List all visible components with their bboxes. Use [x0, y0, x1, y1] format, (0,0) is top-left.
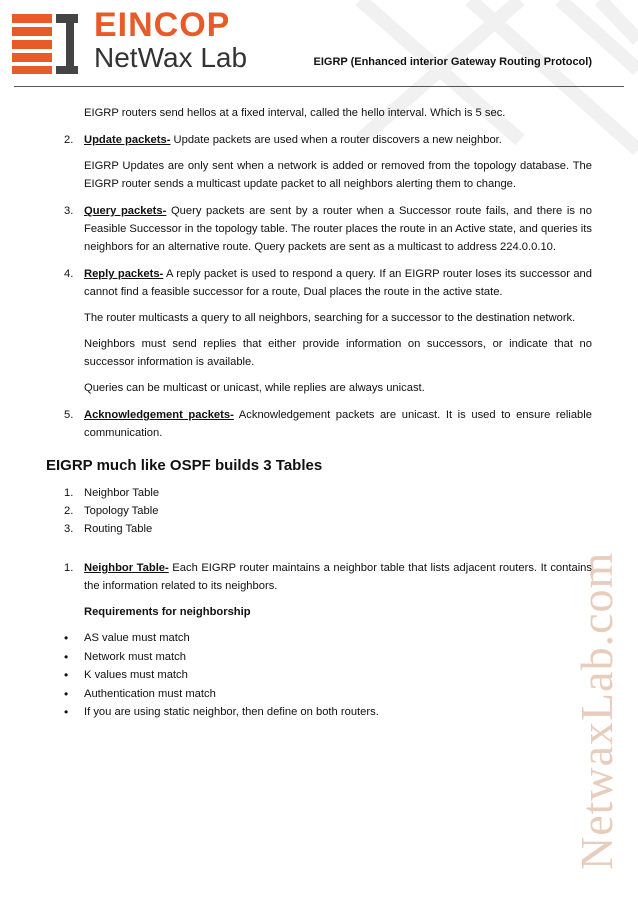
- packet-item: [48, 265, 592, 301]
- brand-name: EINCOP: [94, 6, 231, 44]
- bullet-icon: •: [64, 649, 69, 664]
- item-label: Routing Table: [84, 523, 153, 535]
- bullet-icon: •: [64, 705, 69, 719]
- item-label: Neighbor Table: [84, 487, 160, 499]
- requirement-text: AS value must match: [84, 632, 190, 644]
- item-number: 3.: [64, 205, 74, 217]
- item-term: Query packets-: [84, 205, 167, 217]
- requirement-text: K values must match: [84, 669, 188, 681]
- packet-item: [48, 202, 592, 256]
- document-body: [48, 104, 592, 722]
- requirement-text: If you are using static neighbor, then define on both routers.: [84, 706, 379, 718]
- requirement-item: [48, 666, 592, 685]
- packet-item: [48, 406, 592, 442]
- packet-detail-paragraph: EIGRP Updates are only sent when a network is added or removed from the topology database. The EIGRP router sends a multicast update packet to all neighbors alerting them to change.: [84, 160, 592, 190]
- requirements-list: [48, 629, 592, 722]
- item-term: Update packets-: [84, 134, 171, 146]
- requirement-item: [48, 648, 592, 667]
- requirement-item: [48, 629, 592, 648]
- item-number: 3.: [64, 523, 74, 535]
- packet-detail-paragraph: Neighbors must send replies that either provide information on successors, or indicate that no successor information is available.: [84, 338, 592, 368]
- item-term: Reply packets-: [84, 268, 164, 280]
- packet-item: [48, 131, 592, 149]
- site-watermark: NetwaxLab.com: [571, 551, 622, 870]
- item-label: Topology Table: [84, 505, 159, 517]
- tables-list: [48, 484, 592, 538]
- requirement-text: Authentication must match: [84, 687, 216, 700]
- requirement-item: [48, 685, 592, 704]
- document-title: EIGRP (Enhanced interior Gateway Routing Protocol): [313, 56, 592, 68]
- item-text: Update packets are used when a router discovers a new neighbor.: [170, 134, 502, 146]
- bullet-icon: •: [64, 631, 69, 645]
- item-term: Neighbor Table-: [84, 562, 169, 574]
- table-list-item: [48, 520, 592, 538]
- eincop-logo-icon: [10, 12, 82, 76]
- header-divider: [14, 86, 624, 87]
- item-text: Each EIGRP router maintains a neighbor table that lists adjacent routers. It contains the information related to its neighbors.: [84, 562, 592, 592]
- packet-list: [48, 131, 592, 442]
- item-number: 1.: [64, 562, 74, 574]
- requirement-item: [48, 703, 592, 722]
- item-number: 2.: [64, 505, 74, 517]
- item-number: 2.: [64, 134, 74, 146]
- requirement-text: Network must match: [84, 650, 186, 663]
- brand-subtitle: NetWax Lab: [94, 42, 248, 73]
- intro-paragraph: EIGRP routers send hellos at a fixed interval, called the hello interval. Which is 5 sec.: [84, 107, 506, 119]
- item-text: Acknowledgement packets are unicast. It is used to ensure reliable communication.: [84, 409, 592, 439]
- table-list-item: [48, 484, 592, 502]
- section-heading: EIGRP much like OSPF builds 3 Tables: [46, 457, 323, 474]
- bullet-icon: •: [64, 668, 69, 682]
- item-number: 4.: [64, 268, 74, 280]
- requirements-label: Requirements for neighborship: [84, 606, 251, 618]
- table-list-item: [48, 502, 592, 520]
- neighbor-table-item: [48, 559, 592, 595]
- packet-detail-paragraph: The router multicasts a query to all neighbors, searching for a successor to the destination network.: [84, 312, 576, 324]
- item-text: Query packets are sent by a router when a Successor route fails, and there is no Feasible Successor in the topology table. The router places the route in an Active state, and queries its neighbors for an alternative route. Query packets are sent as a multicast to address 224.0.0.10.: [84, 205, 593, 253]
- packet-detail-paragraph: Queries can be multicast or unicast, while replies are always unicast.: [84, 382, 425, 394]
- item-term: Acknowledgement packets-: [84, 409, 234, 421]
- bullet-icon: •: [64, 686, 69, 701]
- item-text: A reply packet is used to respond a query. If an EIGRP router loses its successor and cannot find a feasible successor for a route, Dual places the route in the active state.: [84, 268, 592, 298]
- item-number: 1.: [64, 487, 74, 499]
- item-number: 5.: [64, 409, 74, 421]
